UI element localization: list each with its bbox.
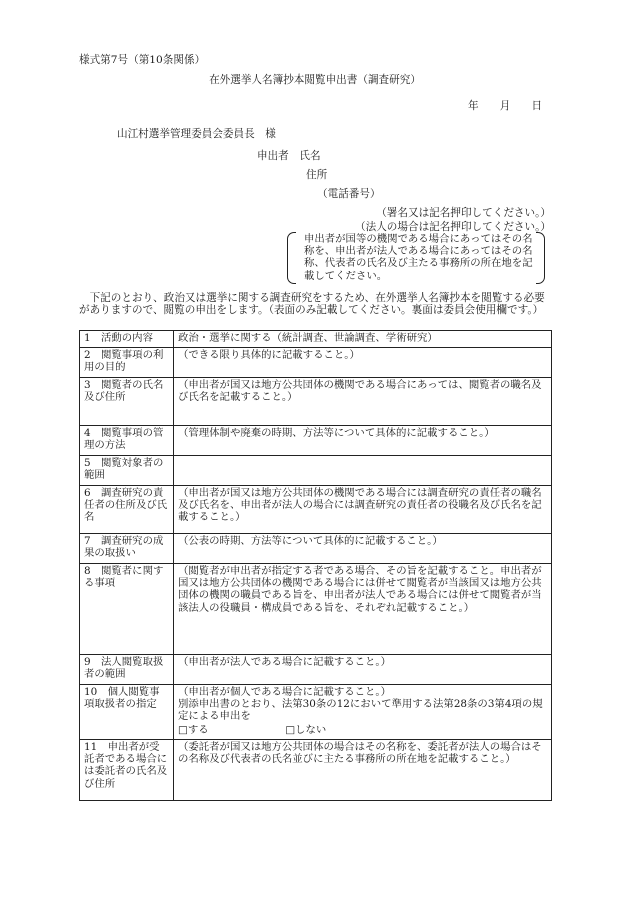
row-value[interactable]: （委託者が国又は地方公共団体の場合はその名称を、委託者が法人の場合はその名称及び代表者の氏名並びに主たる事務所の所在地を記載すること。） [174,740,552,801]
table-row [80,331,552,348]
seal-note: （署名又は記名押印してください。） [376,207,551,219]
table-row [80,534,552,564]
row-label: 1 活動の内容 [80,331,174,348]
row-label: 8 閲覧者に関する事項 [80,564,174,655]
table-row [80,486,552,534]
table-row [80,564,552,655]
addressee: 山江村選挙管理委員会委員長 様 [117,128,276,140]
corporation-note: （法人の場合は記名押印してください。） [355,221,551,233]
row-value[interactable]: （管理体制や廃棄の時期、方法等について具体的に記載すること。） [174,426,552,456]
row-label: 2 閲覧事項の利用の目的 [80,348,174,378]
table-row [80,685,552,740]
row-value[interactable] [174,456,552,486]
row-value[interactable]: 政治・選挙に関する（統計調査、世論調査、学術研究） [174,331,552,348]
table-row [80,456,552,486]
intro-paragraph: 下記のとおり、政治又は選挙に関する調査研究をするため、在外選挙人名簿抄本を閲覧する必要がありますので、閲覧の申出をします。（表面のみ記載してください。裏面は委員会使用欄です。） [79,292,545,317]
row-label: 5 閲覧対象者の範囲 [80,456,174,486]
row-label: 7 調査研究の成果の取扱い [80,534,174,564]
table-row [80,655,552,685]
form-number: 様式第7号（第10条関係） [79,54,206,66]
row-label: 6 調査研究の責任者の住所及び氏名 [80,486,174,534]
applicant-phone-label: （電話番号） [317,188,381,200]
application-table [79,330,552,801]
check-no-option[interactable]: □しない [285,723,327,736]
check-yes-option[interactable]: □する [178,723,209,736]
row-label: 9 法人閲覧取扱者の範囲 [80,655,174,685]
check-options [174,723,551,736]
table-row [80,348,552,378]
applicant-address-label: 住所 [306,169,328,181]
page-title: 在外選挙人名簿抄本閲覧申出書（調査研究） [209,74,421,86]
right-bracket [536,232,545,284]
table-row [80,378,552,426]
row-value[interactable]: （公表の時期、方法等について具体的に記載すること。） [174,534,552,564]
row-label: 11 申出者が受託者である場合には委託者の氏名及び住所 [80,740,174,801]
date-line: 年 月 日 [468,100,543,112]
table-row [80,426,552,456]
row-value[interactable]: （閲覧者が申出者が指定する者である場合、その旨を記載すること。申出者が国又は地方公共団体の機関である場合には併せて閲覧者が当該国又は地方公共団体の機関の職員である旨を、申出者が法人である場合には併せて閲覧者が当該法人の役職員・構成員である旨を、それぞれ記載すること。） [174,564,552,655]
row-value[interactable]: （申出者が国又は地方公共団体の機関である場合には調査研究の責任者の職名及び氏名を、申出者が法人の場合には調査研究の責任者の役職名及び氏名を記載すること。） [174,486,552,534]
bracket-note-text: 申出者が国等の機関である場合にあってはその名称を、申出者が法人である場合にあってはその名称、代表者の氏名及び主たる事務所の所在地を記載してください。 [304,233,533,282]
row-value[interactable]: （申出者が個人である場合に記載すること。） 別添申出書のとおり、法第30条の12において準用する法第28条の3第4項の規定による申出を □する □しない [174,685,552,740]
applicant-name-label: 申出者 氏名 [257,150,321,162]
table-row [80,740,552,801]
left-bracket [287,232,296,284]
row-value[interactable]: （できる限り具体的に記載すること。） [174,348,552,378]
row-value[interactable]: （申出者が法人である場合に記載すること。） [174,655,552,685]
row-value[interactable]: （申出者が国又は地方公共団体の機関である場合にあっては、閲覧者の職名及び氏名を記載すること。） [174,378,552,426]
row-label: 4 閲覧事項の管理の方法 [80,426,174,456]
bracket-note [287,232,545,284]
row-label: 3 閲覧者の氏名及び住所 [80,378,174,426]
row-label: 10 個人閲覧事項取扱者の指定 [80,685,174,740]
